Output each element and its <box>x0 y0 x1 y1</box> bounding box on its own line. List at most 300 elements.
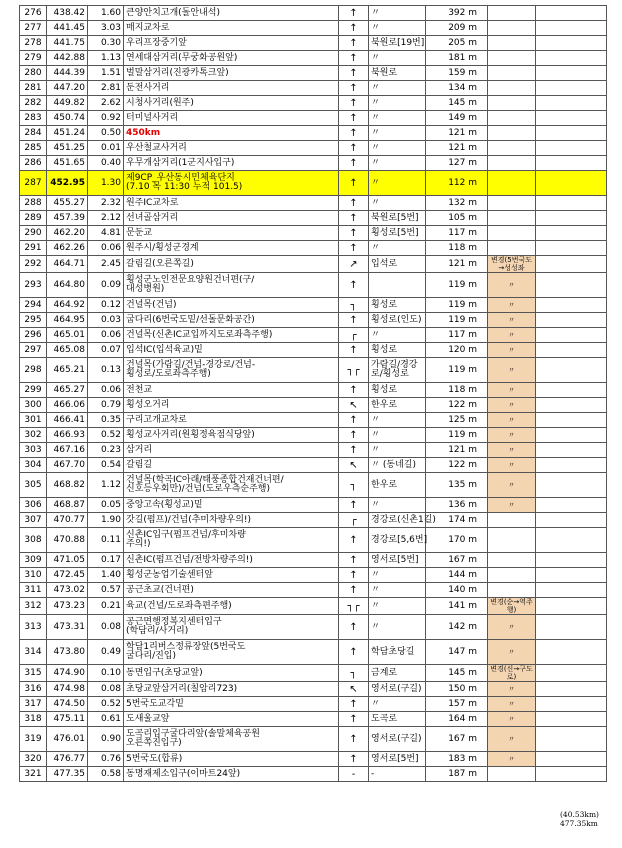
table-row <box>20 273 607 298</box>
segment-distance: 2.32 <box>88 196 124 211</box>
place-name <box>124 443 339 458</box>
table-row <box>20 343 607 358</box>
cumulative-km: 464.71 <box>47 256 88 273</box>
place-line: 전천교 <box>126 384 153 395</box>
cumulative-km: 474.90 <box>47 665 88 682</box>
segment-distance: 0.76 <box>88 752 124 767</box>
place-name <box>124 398 339 413</box>
blank-cell <box>536 226 607 241</box>
place-line-2: 신호등우회만)/건넘(도로우측순주행) <box>126 484 270 494</box>
table-row <box>20 383 607 398</box>
row-number: 284 <box>20 126 47 141</box>
row-number: 311 <box>20 583 47 598</box>
route-note <box>488 81 536 96</box>
table-row <box>20 328 607 343</box>
place-name <box>124 51 339 66</box>
altitude: 145 m <box>426 665 488 682</box>
place-name <box>124 273 339 298</box>
segment-distance: 1.12 <box>88 473 124 498</box>
direction-icon: ↑ <box>339 241 369 256</box>
table-row <box>20 598 607 615</box>
table-row <box>20 141 607 156</box>
place-line: 5번국도(합류) <box>126 753 183 764</box>
altitude: 119 m <box>426 298 488 313</box>
blank-cell <box>536 36 607 51</box>
row-number: 282 <box>20 96 47 111</box>
place-line: 원주시/횡성군경계 <box>126 242 199 253</box>
segment-distance: 0.49 <box>88 640 124 665</box>
place-name <box>124 211 339 226</box>
cumulative-km: 442.88 <box>47 51 88 66</box>
route-note <box>488 553 536 568</box>
table-row <box>20 712 607 727</box>
route-note <box>488 51 536 66</box>
place-line: 동명재제소입구(이마트24앞) <box>126 768 241 779</box>
direction-icon: ↑ <box>339 712 369 727</box>
direction-icon: ↖ <box>339 398 369 413</box>
row-number: 281 <box>20 81 47 96</box>
place-line: 초당교앞삼거리(칠암리723) <box>126 683 238 694</box>
place-name <box>124 458 339 473</box>
direction-icon: ↑ <box>339 66 369 81</box>
segment-distance: 0.13 <box>88 358 124 383</box>
route-note <box>488 513 536 528</box>
route-note: 〃 <box>488 498 536 513</box>
total-distance-note <box>560 810 610 828</box>
row-number: 289 <box>20 211 47 226</box>
segment-distance: 0.23 <box>88 443 124 458</box>
altitude: 134 m <box>426 81 488 96</box>
row-number: 304 <box>20 458 47 473</box>
place-line-2: 굴다리/진입) <box>126 651 177 661</box>
direction-icon: ┌ <box>339 513 369 528</box>
altitude: 127 m <box>426 156 488 171</box>
route-note: 〃 <box>488 697 536 712</box>
route-note: 〃 <box>488 428 536 443</box>
row-number: 307 <box>20 513 47 528</box>
segment-distance: 0.90 <box>88 727 124 752</box>
segment-distance: 1.40 <box>88 568 124 583</box>
place-line: 횡성교사거리(원횡정육점식당앞) <box>126 429 255 440</box>
place-name <box>124 171 339 196</box>
blank-cell <box>536 473 607 498</box>
altitude: 121 m <box>426 256 488 273</box>
place-line: 건널목(가람길/건넘-경강로/건넘- <box>126 360 256 370</box>
cumulative-km: 441.45 <box>47 21 88 36</box>
place-line: 제9CP_우산동시민체육단지 <box>126 173 235 183</box>
altitude: 119 m <box>426 273 488 298</box>
place-line: 도곡리입구굴다리앞(솔말체육공원 <box>126 729 260 739</box>
blank-cell <box>536 273 607 298</box>
road-name: 〃 <box>369 498 426 513</box>
direction-icon: ↑ <box>339 171 369 196</box>
road-name: 횡성로 <box>369 298 426 313</box>
cumulative-km: 464.80 <box>47 273 88 298</box>
road-name: 〃 <box>369 428 426 443</box>
segment-distance: 0.11 <box>88 528 124 553</box>
altitude: 144 m <box>426 568 488 583</box>
place-name <box>124 498 339 513</box>
altitude: 149 m <box>426 111 488 126</box>
row-number: 310 <box>20 568 47 583</box>
route-note: 〃 <box>488 358 536 383</box>
road-name: 〃 <box>369 328 426 343</box>
segment-distance: 0.01 <box>88 141 124 156</box>
altitude: 142 m <box>426 615 488 640</box>
cumulative-km: 447.20 <box>47 81 88 96</box>
altitude: 167 m <box>426 727 488 752</box>
blank-cell <box>536 141 607 156</box>
segment-distance: 0.92 <box>88 111 124 126</box>
total-distance: 477.35km <box>560 819 598 828</box>
place-name <box>124 256 339 273</box>
cumulative-km: 476.01 <box>47 727 88 752</box>
place-name <box>124 111 339 126</box>
blank-cell <box>536 196 607 211</box>
place-line: 터미널사거리 <box>126 112 179 123</box>
cumulative-km: 466.06 <box>47 398 88 413</box>
blank-cell <box>536 111 607 126</box>
blank-cell <box>536 256 607 273</box>
blank-cell <box>536 51 607 66</box>
blank-cell <box>536 665 607 682</box>
blank-cell <box>536 598 607 615</box>
place-name <box>124 126 339 141</box>
segment-distance: 0.58 <box>88 767 124 782</box>
cumulative-km: 452.95 <box>47 171 88 196</box>
route-note <box>488 568 536 583</box>
altitude: 141 m <box>426 598 488 615</box>
row-number: 308 <box>20 528 47 553</box>
place-line: 450km <box>126 127 161 138</box>
altitude: 118 m <box>426 241 488 256</box>
row-number: 317 <box>20 697 47 712</box>
segment-distance: 1.30 <box>88 171 124 196</box>
table-row <box>20 21 607 36</box>
segment-distance: 4.81 <box>88 226 124 241</box>
segment-distance: 0.07 <box>88 343 124 358</box>
altitude: 136 m <box>426 498 488 513</box>
segment-distance: 0.35 <box>88 413 124 428</box>
blank-cell <box>536 313 607 328</box>
route-note: 〃 <box>488 752 536 767</box>
road-name: 〃 <box>369 126 426 141</box>
direction-icon: ↑ <box>339 553 369 568</box>
place-name <box>124 81 339 96</box>
road-name: 금계로 <box>369 665 426 682</box>
road-name: 북원로[5번] <box>369 211 426 226</box>
blank-cell <box>536 615 607 640</box>
table-row <box>20 498 607 513</box>
direction-icon: ↑ <box>339 6 369 21</box>
place-line: 갈림길(오른쪽길) <box>126 258 194 269</box>
route-note: 〃 <box>488 682 536 697</box>
direction-icon: ↑ <box>339 21 369 36</box>
blank-cell <box>536 81 607 96</box>
segment-distance: 2.81 <box>88 81 124 96</box>
place-line: 학담1리버스정류장앞(5번국도 <box>126 642 246 652</box>
altitude: 121 m <box>426 141 488 156</box>
direction-icon: ↑ <box>339 226 369 241</box>
cumulative-km: 457.39 <box>47 211 88 226</box>
blank-cell <box>536 712 607 727</box>
cumulative-km: 473.23 <box>47 598 88 615</box>
blank-cell <box>536 358 607 383</box>
row-number: 285 <box>20 141 47 156</box>
segment-distance: 1.51 <box>88 66 124 81</box>
place-name <box>124 665 339 682</box>
blank-cell <box>536 697 607 712</box>
direction-icon: ↑ <box>339 273 369 298</box>
segment-distance: 0.06 <box>88 383 124 398</box>
route-note <box>488 6 536 21</box>
direction-icon: ↑ <box>339 727 369 752</box>
place-line: 중앙고속(횡성교)밑 <box>126 499 203 510</box>
place-name <box>124 196 339 211</box>
altitude: 122 m <box>426 458 488 473</box>
place-line: 횡성군농업기술센터앞 <box>126 569 213 580</box>
route-note: 〃 <box>488 712 536 727</box>
road-name: 영서로[5번] <box>369 553 426 568</box>
route-table <box>19 5 607 782</box>
cumulative-km: 476.77 <box>47 752 88 767</box>
direction-icon: ↑ <box>339 697 369 712</box>
table-row <box>20 211 607 226</box>
row-number: 297 <box>20 343 47 358</box>
place-name <box>124 553 339 568</box>
blank-cell <box>536 343 607 358</box>
route-note <box>488 226 536 241</box>
place-line: 매지교차로 <box>126 22 170 33</box>
route-note <box>488 36 536 51</box>
place-line: 우무개삼거리(1군지사입구) <box>126 157 235 168</box>
row-number: 309 <box>20 553 47 568</box>
cumulative-km: 467.16 <box>47 443 88 458</box>
cumulative-km: 467.70 <box>47 458 88 473</box>
blank-cell <box>536 458 607 473</box>
route-note <box>488 21 536 36</box>
road-name: 학담초당길 <box>369 640 426 665</box>
altitude: 187 m <box>426 767 488 782</box>
direction-icon: ↑ <box>339 568 369 583</box>
cumulative-km: 441.75 <box>47 36 88 51</box>
route-note <box>488 211 536 226</box>
place-line: 둔전사거리 <box>126 82 170 93</box>
place-name <box>124 428 339 443</box>
segment-distance: 0.52 <box>88 697 124 712</box>
direction-icon: ↑ <box>339 343 369 358</box>
cumulative-km: 468.82 <box>47 473 88 498</box>
row-number: 319 <box>20 727 47 752</box>
cumulative-km: 473.02 <box>47 583 88 598</box>
place-name <box>124 767 339 782</box>
row-number: 302 <box>20 428 47 443</box>
place-line: 횡성군노인전문요양원건너편(구/ <box>126 275 255 285</box>
table-row <box>20 156 607 171</box>
blank-cell <box>536 328 607 343</box>
cumulative-km: 466.93 <box>47 428 88 443</box>
table-row <box>20 226 607 241</box>
blank-cell <box>536 553 607 568</box>
direction-icon: ↖ <box>339 682 369 697</box>
section-distance: (40.53km) <box>560 810 599 819</box>
place-line: 큰양안치고개(돌안내석) <box>126 7 220 18</box>
table-row <box>20 111 607 126</box>
segment-distance: 0.08 <box>88 682 124 697</box>
cumulative-km: 474.98 <box>47 682 88 697</box>
segment-distance: 0.50 <box>88 126 124 141</box>
direction-icon: ┐ <box>339 665 369 682</box>
altitude: 121 m <box>426 443 488 458</box>
blank-cell <box>536 126 607 141</box>
table-row <box>20 473 607 498</box>
altitude: 121 m <box>426 126 488 141</box>
place-line-2: 횡성로/도로좌측주행) <box>126 369 211 379</box>
road-name: 북원로[19번] <box>369 36 426 51</box>
direction-icon: ↑ <box>339 428 369 443</box>
altitude: 118 m <box>426 383 488 398</box>
row-number: 320 <box>20 752 47 767</box>
route-note <box>488 528 536 553</box>
road-name: 한우로 <box>369 398 426 413</box>
segment-distance: 0.10 <box>88 665 124 682</box>
road-name: 〃 <box>369 156 426 171</box>
cumulative-km: 464.95 <box>47 313 88 328</box>
row-number: 283 <box>20 111 47 126</box>
altitude: 135 m <box>426 473 488 498</box>
direction-icon: ↖ <box>339 458 369 473</box>
table-row <box>20 458 607 473</box>
road-name: 〃 (동네길) <box>369 458 426 473</box>
route-note <box>488 583 536 598</box>
row-number: 295 <box>20 313 47 328</box>
table-row <box>20 682 607 697</box>
altitude: 145 m <box>426 96 488 111</box>
road-name: 〃 <box>369 171 426 196</box>
table-row <box>20 171 607 196</box>
altitude: 183 m <box>426 752 488 767</box>
place-name <box>124 383 339 398</box>
place-name <box>124 226 339 241</box>
row-number: 313 <box>20 615 47 640</box>
blank-cell <box>536 682 607 697</box>
place-name <box>124 241 339 256</box>
altitude: 157 m <box>426 697 488 712</box>
blank-cell <box>536 727 607 752</box>
road-name: 횡성로 <box>369 343 426 358</box>
row-number: 299 <box>20 383 47 398</box>
route-note <box>488 66 536 81</box>
route-note: 〃 <box>488 313 536 328</box>
table-row <box>20 640 607 665</box>
place-name <box>124 6 339 21</box>
place-line: 공근초교(건너편) <box>126 584 194 595</box>
route-note: 〃 <box>488 473 536 498</box>
row-number: 287 <box>20 171 47 196</box>
road-name: - <box>369 767 426 782</box>
place-line: 건널목(건넘) <box>126 299 177 310</box>
segment-distance: 2.45 <box>88 256 124 273</box>
direction-icon: ↑ <box>339 583 369 598</box>
route-note: 변경(5번국도→성성좌 <box>488 256 536 273</box>
place-line: 갓길(펌프)/건넘(추미차량우의!) <box>126 514 252 525</box>
place-line: 육교(건널/도로좌측편주행) <box>126 600 232 611</box>
route-note: 〃 <box>488 328 536 343</box>
cumulative-km: 455.27 <box>47 196 88 211</box>
segment-distance: 0.08 <box>88 615 124 640</box>
route-note: 〃 <box>488 343 536 358</box>
cumulative-km: 438.42 <box>47 6 88 21</box>
cumulative-km: 472.45 <box>47 568 88 583</box>
table-row <box>20 96 607 111</box>
table-row <box>20 241 607 256</box>
table-row <box>20 313 607 328</box>
row-number: 321 <box>20 767 47 782</box>
direction-icon: ↑ <box>339 156 369 171</box>
row-number: 315 <box>20 665 47 682</box>
road-name: 〃 <box>369 443 426 458</box>
route-note <box>488 156 536 171</box>
route-note: 〃 <box>488 458 536 473</box>
row-number: 305 <box>20 473 47 498</box>
row-number: 288 <box>20 196 47 211</box>
road-name: 북원로 <box>369 66 426 81</box>
table-row <box>20 196 607 211</box>
table-row <box>20 36 607 51</box>
altitude: 150 m <box>426 682 488 697</box>
place-line: 문둔교 <box>126 227 153 238</box>
road-name: 〃 <box>369 51 426 66</box>
blank-cell <box>536 298 607 313</box>
cumulative-km: 451.24 <box>47 126 88 141</box>
place-line: 원주IC교차로 <box>126 197 179 208</box>
table-row <box>20 583 607 598</box>
altitude: 112 m <box>426 171 488 196</box>
segment-distance: 1.13 <box>88 51 124 66</box>
road-name: 〃 <box>369 583 426 598</box>
altitude: 159 m <box>426 66 488 81</box>
cumulative-km: 450.74 <box>47 111 88 126</box>
route-note <box>488 111 536 126</box>
row-number: 303 <box>20 443 47 458</box>
road-name: 〃 <box>369 241 426 256</box>
place-line: 시청사거리(원주) <box>126 97 194 108</box>
table-row <box>20 298 607 313</box>
cumulative-km: 475.11 <box>47 712 88 727</box>
altitude: 170 m <box>426 528 488 553</box>
blank-cell <box>536 767 607 782</box>
direction-icon: ↑ <box>339 752 369 767</box>
table-row <box>20 428 607 443</box>
route-note: 〃 <box>488 383 536 398</box>
table-row <box>20 81 607 96</box>
altitude: 140 m <box>426 583 488 598</box>
place-line: 동면입구(초당교앞) <box>126 667 203 678</box>
row-number: 306 <box>20 498 47 513</box>
place-line: 구리고개교차로 <box>126 414 187 425</box>
altitude: 392 m <box>426 6 488 21</box>
table-row <box>20 6 607 21</box>
route-note: 〃 <box>488 273 536 298</box>
direction-icon: ↑ <box>339 126 369 141</box>
place-name <box>124 36 339 51</box>
cumulative-km: 470.88 <box>47 528 88 553</box>
road-name: 경강로[5,6번] <box>369 528 426 553</box>
cumulative-km: 470.77 <box>47 513 88 528</box>
altitude: 120 m <box>426 343 488 358</box>
segment-distance: 0.52 <box>88 428 124 443</box>
place-name <box>124 313 339 328</box>
